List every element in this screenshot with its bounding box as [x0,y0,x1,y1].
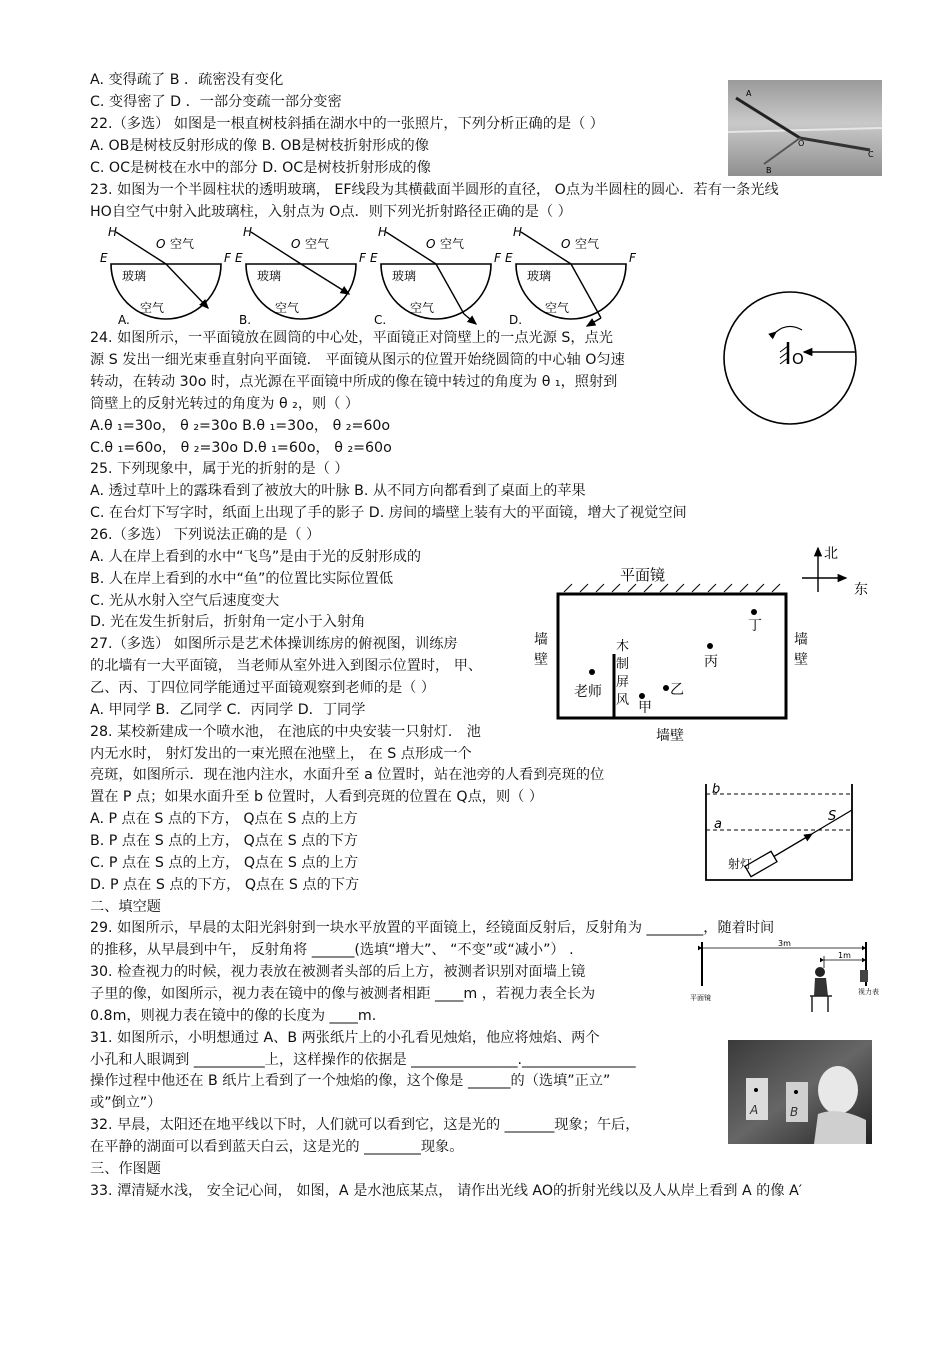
line: HO自空气中射入此玻璃柱，入射点为 O点．则下列光折射路径正确的是（ ） [90,204,572,220]
line: 在平静的湖面可以看到蓝天白云，这是光的 ________现象。 [90,1139,464,1155]
question-27: 27.（多选） 如图所示是艺术体操训练房的俯视图，训练房 [90,636,458,652]
section-heading: 三、作图题 [90,1161,161,1177]
svg-text:O: O [426,237,436,251]
chart-label: 视力表 [858,988,879,996]
question-31: 31. 如图所示，小明想通过 A、B 两张纸片上的小孔看见烛焰，他应将烛焰、两个 [90,1030,600,1046]
question-24: 24. 如图所示，一平面镜放在圆筒的中心处，平面镜正对筒壁上的一点光源 S，点光 [90,330,613,346]
mirror-label: 平面镜 [620,566,666,584]
svg-text:E: E [505,251,513,265]
section-heading: 二、填空题 [90,899,161,915]
line: A. 变得疏了 B ．疏密没有变化 [90,72,284,88]
svg-text:玻璃: 玻璃 [392,269,417,283]
line: 子里的像，如图所示，视力表在镜中的像与被测者相距 ____m ，若视力表全长为 [90,986,596,1002]
line: 乙、丙、丁四位同学能通过平面镜观察到老师的是（ ） [90,680,436,696]
question-26: 26.（多选） 下列说法正确的是（ ） [90,527,321,543]
svg-text:空气: 空气 [575,237,600,251]
line: C. 在台灯下写字时，纸面上出现了手的影子 D. 房间的墙壁上装有大的平面镜，增大了视觉空间 [90,505,687,521]
line: 源 S 发出一细光束垂直射向平面镜． 平面镜从图示的位置开始绕圆筒的中心轴 O匀速 [90,352,625,368]
left-wall-label: 墙壁 [534,632,548,668]
line: C. 变得密了 D ．一部分变疏一部分变密 [90,94,342,110]
svg-text:H: H [243,225,253,239]
svg-text:E: E [100,251,108,265]
screen-label: 木制屏风 [616,639,630,708]
line: C. 光从水射入空气后速度变大 [90,593,280,609]
line: A. 人在岸上看到的水中“飞鸟”是由于光的反射形成的 [90,549,422,565]
svg-text:A.: A. [118,313,130,327]
label-b: B [766,166,772,175]
east-label: 东 [854,582,868,598]
eye-test-figure [688,938,888,1020]
line: B. P 点在 S 点的上方， Q点在 S 点的下方 [90,833,358,849]
line: A. 透过草叶上的露珠看到了被放大的叶脉 B. 从不同方向都看到了桌面上的苹果 [90,483,586,499]
distance-3m: 3m [778,939,791,948]
svg-text:玻璃: 玻璃 [122,269,147,283]
svg-text:空气: 空气 [140,301,165,315]
svg-text:D.: D. [509,313,523,327]
svg-text:空气: 空气 [275,301,300,315]
svg-text:O: O [561,237,571,251]
spotlight-label: 射灯 [728,857,753,871]
line: 亮斑，如图所示．现在池内注水，水面升至 a 位置时，站在池旁的人看到亮斑的位 [90,767,605,783]
line: 内无水时， 射灯发出的一束光照在池壁上， 在 S 点形成一个 [90,746,472,762]
label-c: C [868,150,874,159]
line: 转动，在转动 30o 时，点光源在平面镜中所成的像在镜中转过的角度为 θ ₁，照射到 [90,374,618,390]
line: 筒壁上的反射光转过的角度为 θ ₂，则（ ） [90,396,360,412]
label-o: O [792,350,804,368]
svg-text:O: O [156,237,166,251]
branch-photo-figure [728,80,882,176]
line: B. 人在岸上看到的水中“鱼”的位置比实际位置低 [90,571,394,587]
question-28: 28. 某校新建成一个喷水池， 在池底的中央安装一只射灯． 池 [90,724,481,740]
svg-text:空气: 空气 [305,237,330,251]
label-a: A [746,89,752,98]
svg-text:空气: 空气 [545,301,570,315]
label-o: O [798,139,805,148]
teacher-label: 老师 [574,684,602,700]
training-room-figure [528,542,882,747]
svg-text:E: E [370,251,378,265]
svg-text:玻璃: 玻璃 [527,269,552,283]
level-a-label: a [714,817,722,832]
question-22: 22.（多选） 如图是一根直树枝斜插在湖水中的一张照片，下列分析正确的是（ ） [90,116,604,132]
question-33: 33. 潭清疑水浅， 安全记心间， 如图，A 是水池底某点， 请作出光线 AO的折射光线以及人从岸上看到 A 的像 A′ [90,1183,802,1199]
svg-text:玻璃: 玻璃 [257,269,282,283]
semicircle-refraction-figure [96,222,636,328]
right-wall-label: 墙壁 [794,632,808,668]
svg-text:B.: B. [239,313,252,327]
line: C.θ ₁=60o， θ ₂=30o D.θ ₁=60o， θ ₂=60o [90,440,392,456]
pinhole-photo-figure [728,1040,872,1144]
svg-text:H: H [513,225,523,239]
student-bing-label: 丙 [704,654,718,670]
student-jia-label: 甲 [638,700,652,716]
student-yi-label: 乙 [670,682,684,698]
mirror-label: 平面镜 [690,994,711,1002]
line: 小孔和人眼调到 __________上，这样操作的依据是 _______________.________________ [90,1052,636,1068]
line: D. 光在发生折射后，折射角一定小于入射角 [90,614,366,630]
option-b-diagram [235,225,367,327]
line: A. 甲同学 B．乙同学 C．丙同学 D．丁同学 [90,702,366,718]
line: 0.8m，则视力表在镜中的像的长度为 ____m. [90,1008,377,1024]
line: 置在 P 点；如果水面升至 b 位置时，人看到亮斑的位置在 Q点，则（ ） [90,789,544,805]
line: D. P 点在 S 点的下方， Q点在 S 点的下方 [90,877,360,893]
line: 操作过程中他还在 B 纸片上看到了一个烛焰的像，这个像是 ______的（选填”正立” [90,1073,611,1089]
line: 的北墙有一大平面镜， 当老师从室外进入到图示位置时， 甲、 [90,658,483,674]
north-label: 北 [824,546,838,562]
svg-text:C.: C. [374,313,387,327]
bottom-wall-label: 墙壁 [656,728,684,744]
student-ding-label: 丁 [748,618,762,634]
line: A. OB是树枝反射形成的像 B. OB是树枝折射形成的像 [90,138,429,154]
svg-text:H: H [378,225,388,239]
distance-1m: 1m [838,951,851,960]
svg-text:空气: 空气 [170,237,195,251]
point-s-label: S [828,809,837,824]
svg-text:E: E [235,251,243,265]
svg-text:O: O [291,237,301,251]
option-d-diagram [505,225,636,327]
svg-text:F: F [494,251,501,265]
label-a: A [750,1103,759,1117]
line: 或”倒立”） [90,1095,162,1111]
svg-text:H: H [108,225,118,239]
option-c-diagram [370,225,502,327]
svg-text:F: F [629,251,636,265]
line: A. P 点在 S 点的下方， Q点在 S 点的上方 [90,811,358,827]
question-25: 25. 下列现象中，属于光的折射的是（ ） [90,461,349,477]
line: C. P 点在 S 点的上方， Q点在 S 点的上方 [90,855,359,871]
option-a-diagram [100,225,232,327]
question-23: 23. 如图为一个半圆柱状的透明玻璃， EF线段为其横截面半圆形的直径， O点为半圆柱的圆心．若有一条光线 [90,182,779,198]
pool-spotlight-figure [704,780,856,884]
svg-text:F: F [224,251,231,265]
svg-text:空气: 空气 [440,237,465,251]
label-b: B [790,1105,799,1119]
question-30: 30. 检查视力的时候，视力表放在被测者头部的后上方，被测者识别对面墙上镜 [90,964,586,980]
level-b-label: b [712,782,721,797]
cylinder-mirror-figure [716,290,866,430]
question-29: 29. 如图所示，早晨的太阳光斜射到一块水平放置的平面镜上，经镜面反射后，反射角为 ________，随着时间 [90,920,775,936]
line: 的推移，从早晨到中午， 反射角将 ______(选填“增大”、 “不变”或“减小”） . [90,942,574,958]
line: C. OC是树枝在水中的部分 D. OC是树枝折射形成的像 [90,160,431,176]
svg-text:F: F [359,251,366,265]
line: A.θ ₁=30o， θ ₂=30o B.θ ₁=30o， θ ₂=60o [90,418,391,434]
svg-text:空气: 空气 [410,301,435,315]
question-32: 32. 早晨，太阳还在地平线以下时，人们就可以看到它，这是光的 _______现象；午后， [90,1117,640,1133]
